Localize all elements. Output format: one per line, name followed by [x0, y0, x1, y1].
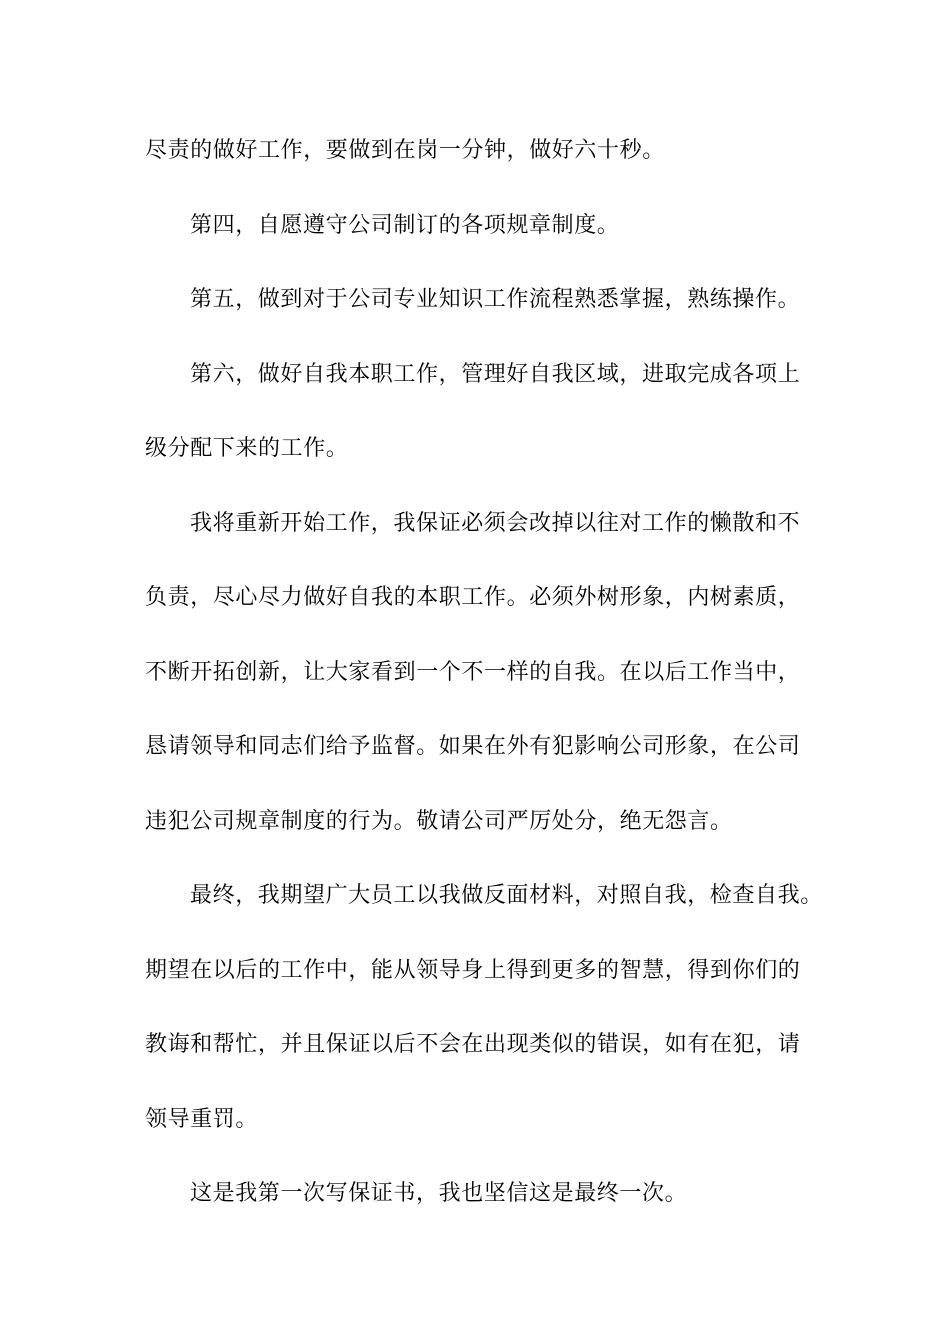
text-line: 级分配下来的工作。 [145, 436, 349, 461]
text-line: 第六，做好自我本职工作，管理好自我区域，进取完成各项上 [190, 361, 801, 387]
text-line: 负责，尽心尽力做好自我的本职工作。必须外树形象，内树素质， [145, 585, 801, 610]
text-line: 我将重新开始工作，我保证必须会改掉以往对工作的懒散和不 [190, 510, 801, 536]
text-line: 期望在以后的工作中，能从领导身上得到更多的智慧，得到你们的 [145, 957, 801, 983]
text-line: 教诲和帮忙，并且保证以后不会在出现类似的错误，如有在犯，请 [145, 1032, 801, 1057]
text-line: 最终，我期望广大员工以我做反面材料，对照自我，检查自我。 [190, 883, 823, 908]
text-line: 第四，自愿遵守公司制订的各项规章制度。 [190, 212, 620, 238]
text-line: 第五，做到对于公司专业知识工作流程熟悉掌握，熟练操作。 [190, 287, 801, 312]
text-line: 领导重罚。 [145, 1106, 259, 1132]
text-line: 尽责的做好工作，要做到在岗一分钟，做好六十秒。 [145, 138, 665, 163]
document-body [145, 128, 825, 1246]
text-line: 违犯公司规章制度的行为。敬请公司严厉处分，绝无怨言。 [145, 808, 733, 834]
text-line: 不断开拓创新，让大家看到一个不一样的自我。在以后工作当中， [145, 659, 801, 685]
text-line: 这是我第一次写保证书，我也坚信这是最终一次。 [190, 1181, 688, 1206]
text-line: 恳请领导和同志们给予监督。如果在外有犯影响公司形象，在公司 [145, 734, 801, 759]
